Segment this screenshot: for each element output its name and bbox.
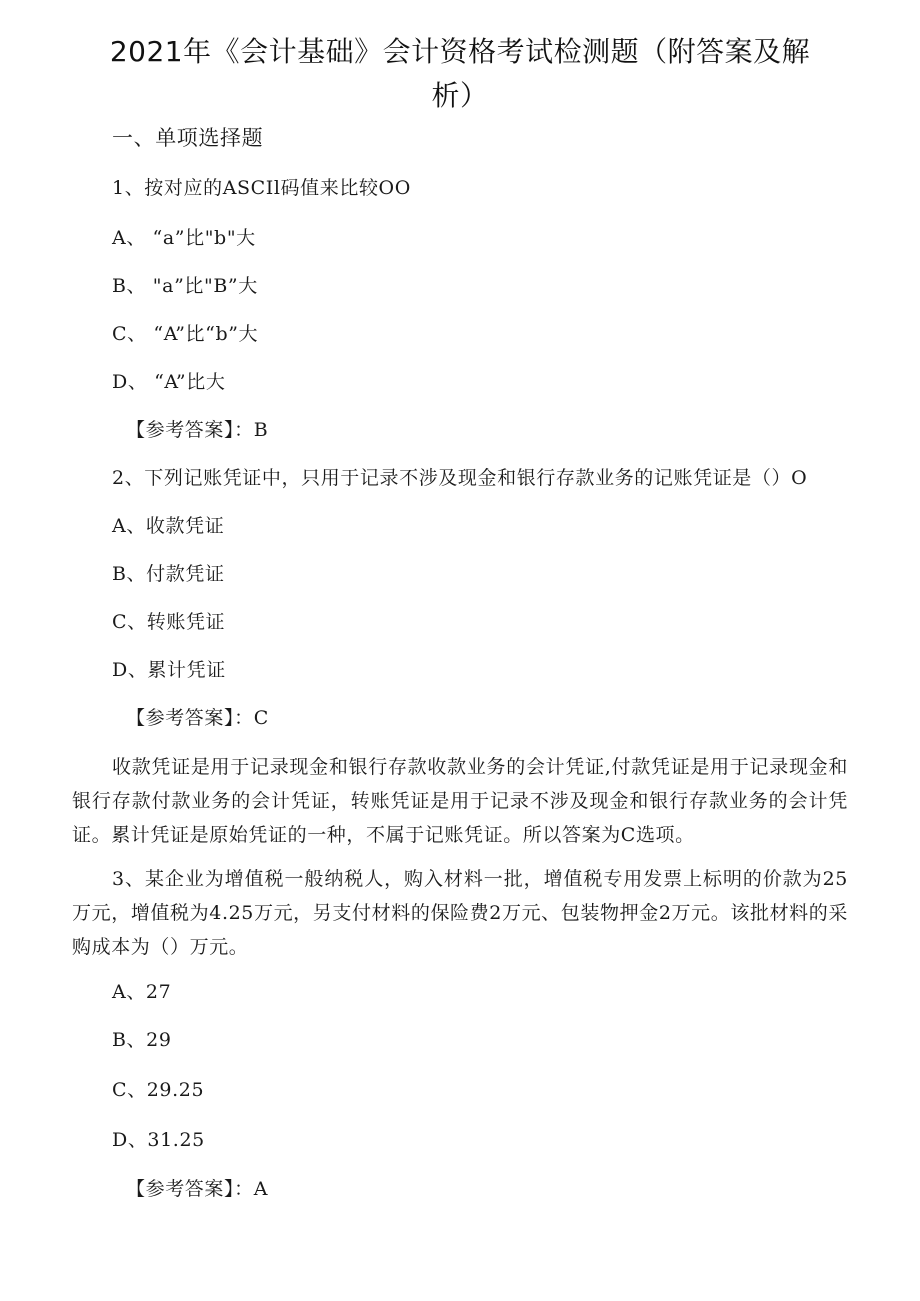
document-title-line2: 析）: [431, 79, 489, 112]
question-1-option-a: A、 “a”比"b"大: [112, 227, 256, 249]
question-1-stem: 1、按对应的ASCIl码值来比较OO: [112, 177, 411, 199]
question-1-option-b: B、 "a”比"B”大: [112, 275, 258, 297]
section-heading: 一、单项选择题: [112, 126, 264, 150]
question-3-option-c: C、29.25: [112, 1079, 205, 1101]
question-3-option-d: D、31.25: [112, 1129, 205, 1151]
question-2-option-a: A、收款凭证: [112, 515, 225, 537]
question-2-answer: 【参考答案】：C: [126, 707, 269, 729]
question-3-stem: 3、某企业为增值税一般纳税人，购入材料一批，增值税专用发票上标明的价款为25万元，增值税为4.25万元，另支付材料的保险费2万元、包装物押金2万元。该批材料的采购成本为（）万元。: [72, 868, 848, 958]
question-2-option-c: C、转账凭证: [112, 611, 226, 633]
question-1-option-d: D、 “A”比大: [112, 371, 226, 393]
question-2-stem: 2、下列记账凭证中，只用于记录不涉及现金和银行存款业务的记账凭证是（）O: [112, 467, 808, 489]
question-3-option-b: B、29: [112, 1029, 172, 1051]
question-1-answer: 【参考答案】：B: [126, 419, 269, 441]
question-2-explanation: 收款凭证是用于记录现金和银行存款收款业务的会计凭证,付款凭证是用于记录现金和银行存款付款业务的会计凭证，转账凭证是用于记录不涉及现金和银行存款业务的会计凭证。累计凭证是原始凭证的一种，不属于记账凭证。所以答案为C选项。: [72, 756, 848, 846]
question-3-answer: 【参考答案】：A: [126, 1178, 269, 1200]
question-2-option-b: B、付款凭证: [112, 563, 225, 585]
question-1-option-c: C、 “A”比“b”大: [112, 323, 259, 345]
question-3-option-a: A、27: [112, 981, 172, 1003]
document-title-line1: 2021年《会计基础》会计资格考试检测题（附答案及解: [109, 35, 811, 68]
question-2-option-d: D、累计凭证: [112, 659, 226, 681]
